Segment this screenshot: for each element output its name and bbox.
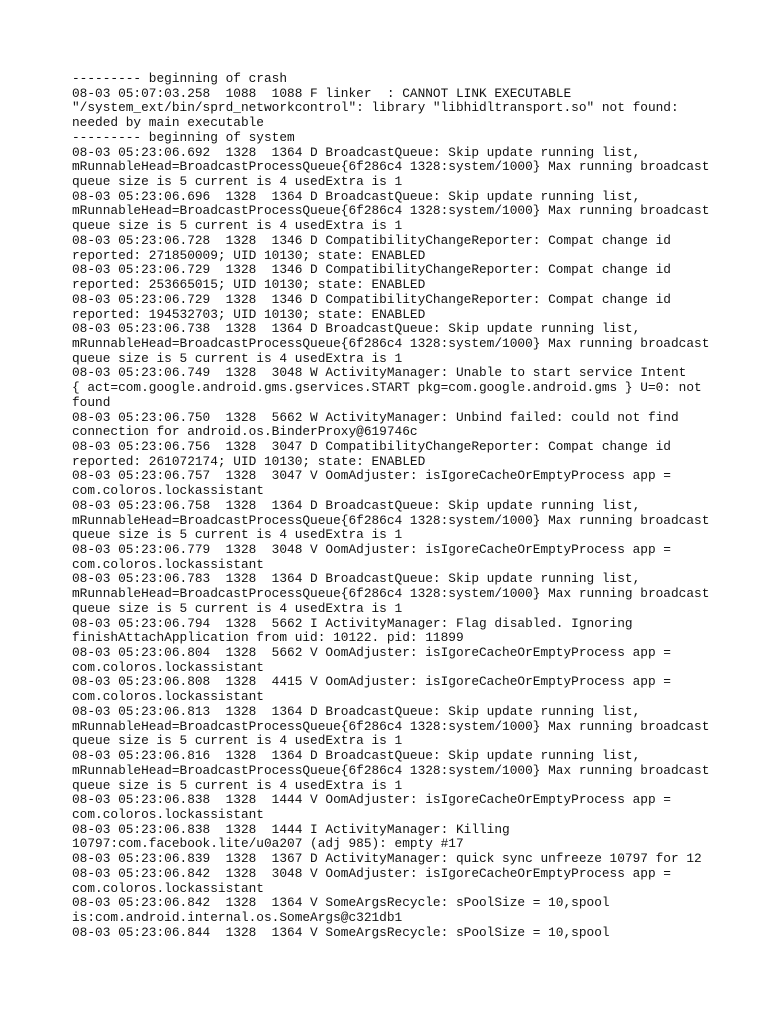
log-line: queue size is 5 current is 4 usedExtra is 1 bbox=[72, 350, 403, 366]
log-line: 08-03 05:23:06.729 1328 1346 D CompatibilityChangeReporter: Compat change id bbox=[72, 262, 671, 278]
log-line: 08-03 05:23:06.728 1328 1346 D CompatibilityChangeReporter: Compat change id bbox=[72, 232, 671, 248]
log-line: 08-03 05:07:03.258 1088 1088 F linker : CANNOT LINK EXECUTABLE bbox=[72, 85, 572, 101]
log-line: "/system_ext/bin/sprd_networkcontrol": library "libhidltransport.so" not found: bbox=[72, 100, 679, 116]
log-line: 08-03 05:23:06.842 1328 1364 V SomeArgsRecycle: sPoolSize = 10,spool bbox=[72, 895, 610, 911]
log-line: queue size is 5 current is 4 usedExtra is 1 bbox=[72, 733, 403, 749]
log-line: 08-03 05:23:06.813 1328 1364 D BroadcastQueue: Skip update running list, bbox=[72, 703, 641, 719]
log-line: 08-03 05:23:06.838 1328 1444 I ActivityManager: Killing bbox=[72, 821, 510, 837]
log-line: mRunnableHead=BroadcastProcessQueue{6f286c4 1328:system/1000} Max running broadcast bbox=[72, 203, 710, 219]
log-line: reported: 253665015; UID 10130; state: ENABLED bbox=[72, 277, 426, 293]
log-line: com.coloros.lockassistant bbox=[72, 689, 264, 705]
log-line: 08-03 05:23:06.816 1328 1364 D BroadcastQueue: Skip update running list, bbox=[72, 748, 641, 764]
log-line: 08-03 05:23:06.808 1328 4415 V OomAdjuster: isIgoreCacheOrEmptyProcess app = bbox=[72, 674, 671, 690]
log-line: 08-03 05:23:06.794 1328 5662 I ActivityManager: Flag disabled. Ignoring bbox=[72, 615, 633, 631]
log-line: 08-03 05:23:06.729 1328 1346 D CompatibilityChangeReporter: Compat change id bbox=[72, 291, 671, 307]
log-line: 10797:com.facebook.lite/u0a207 (adj 985): empty #17 bbox=[72, 836, 464, 852]
log-line: found bbox=[72, 394, 111, 410]
log-line: --------- beginning of system bbox=[72, 129, 295, 145]
log-line: mRunnableHead=BroadcastProcessQueue{6f286c4 1328:system/1000} Max running broadcast bbox=[72, 762, 710, 778]
log-line: 08-03 05:23:06.757 1328 3047 V OomAdjuster: isIgoreCacheOrEmptyProcess app = bbox=[72, 468, 671, 484]
log-document bbox=[72, 72, 712, 940]
log-line: { act=com.google.android.gms.gservices.START pkg=com.google.android.gms } U=0: not bbox=[72, 380, 702, 396]
log-line: 08-03 05:23:06.844 1328 1364 V SomeArgsRecycle: sPoolSize = 10,spool bbox=[72, 924, 610, 940]
log-line: queue size is 5 current is 4 usedExtra is 1 bbox=[72, 600, 403, 616]
log-line: reported: 261072174; UID 10130; state: ENABLED bbox=[72, 453, 426, 469]
log-line: 08-03 05:23:06.750 1328 5662 W ActivityManager: Unbind failed: could not find bbox=[72, 409, 679, 425]
log-line: 08-03 05:23:06.692 1328 1364 D BroadcastQueue: Skip update running list, bbox=[72, 144, 641, 160]
log-line: queue size is 5 current is 4 usedExtra is 1 bbox=[72, 777, 403, 793]
log-line: reported: 271850009; UID 10130; state: ENABLED bbox=[72, 247, 426, 263]
log-line: mRunnableHead=BroadcastProcessQueue{6f286c4 1328:system/1000} Max running broadcast bbox=[72, 512, 710, 528]
log-line: 08-03 05:23:06.749 1328 3048 W ActivityManager: Unable to start service Intent bbox=[72, 365, 687, 381]
log-line: com.coloros.lockassistant bbox=[72, 659, 264, 675]
log-line: 08-03 05:23:06.842 1328 3048 V OomAdjuster: isIgoreCacheOrEmptyProcess app = bbox=[72, 865, 671, 881]
log-line: connection for android.os.BinderProxy@619746c bbox=[72, 424, 418, 440]
log-line: com.coloros.lockassistant bbox=[72, 880, 264, 896]
log-line: needed by main executable bbox=[72, 115, 264, 131]
log-line: is:com.android.internal.os.SomeArgs@c321db1 bbox=[72, 909, 403, 925]
log-line: 08-03 05:23:06.696 1328 1364 D BroadcastQueue: Skip update running list, bbox=[72, 188, 641, 204]
log-line: com.coloros.lockassistant bbox=[72, 483, 264, 499]
log-line: 08-03 05:23:06.839 1328 1367 D ActivityManager: quick sync unfreeze 10797 for 12 bbox=[72, 851, 702, 867]
log-line: mRunnableHead=BroadcastProcessQueue{6f286c4 1328:system/1000} Max running broadcast bbox=[72, 718, 710, 734]
log-line: com.coloros.lockassistant bbox=[72, 556, 264, 572]
log-line: finishAttachApplication from uid: 10122. pid: 11899 bbox=[72, 630, 464, 646]
log-line: 08-03 05:23:06.783 1328 1364 D BroadcastQueue: Skip update running list, bbox=[72, 571, 641, 587]
log-line: queue size is 5 current is 4 usedExtra is 1 bbox=[72, 527, 403, 543]
log-line: mRunnableHead=BroadcastProcessQueue{6f286c4 1328:system/1000} Max running broadcast bbox=[72, 159, 710, 175]
log-line: 08-03 05:23:06.838 1328 1444 V OomAdjuster: isIgoreCacheOrEmptyProcess app = bbox=[72, 792, 671, 808]
log-line: queue size is 5 current is 4 usedExtra is 1 bbox=[72, 218, 403, 234]
log-line: reported: 194532703; UID 10130; state: ENABLED bbox=[72, 306, 426, 322]
log-line: mRunnableHead=BroadcastProcessQueue{6f286c4 1328:system/1000} Max running broadcast bbox=[72, 586, 710, 602]
log-line: 08-03 05:23:06.738 1328 1364 D BroadcastQueue: Skip update running list, bbox=[72, 321, 641, 337]
log-line: 08-03 05:23:06.804 1328 5662 V OomAdjuster: isIgoreCacheOrEmptyProcess app = bbox=[72, 645, 671, 661]
log-line: mRunnableHead=BroadcastProcessQueue{6f286c4 1328:system/1000} Max running broadcast bbox=[72, 335, 710, 351]
log-line: queue size is 5 current is 4 usedExtra is 1 bbox=[72, 174, 403, 190]
log-line: com.coloros.lockassistant bbox=[72, 806, 264, 822]
log-line: 08-03 05:23:06.779 1328 3048 V OomAdjuster: isIgoreCacheOrEmptyProcess app = bbox=[72, 542, 671, 557]
log-line: 08-03 05:23:06.758 1328 1364 D BroadcastQueue: Skip update running list, bbox=[72, 497, 641, 513]
log-line: --------- beginning of crash bbox=[72, 71, 288, 86]
log-line: 08-03 05:23:06.756 1328 3047 D CompatibilityChangeReporter: Compat change id bbox=[72, 438, 671, 454]
